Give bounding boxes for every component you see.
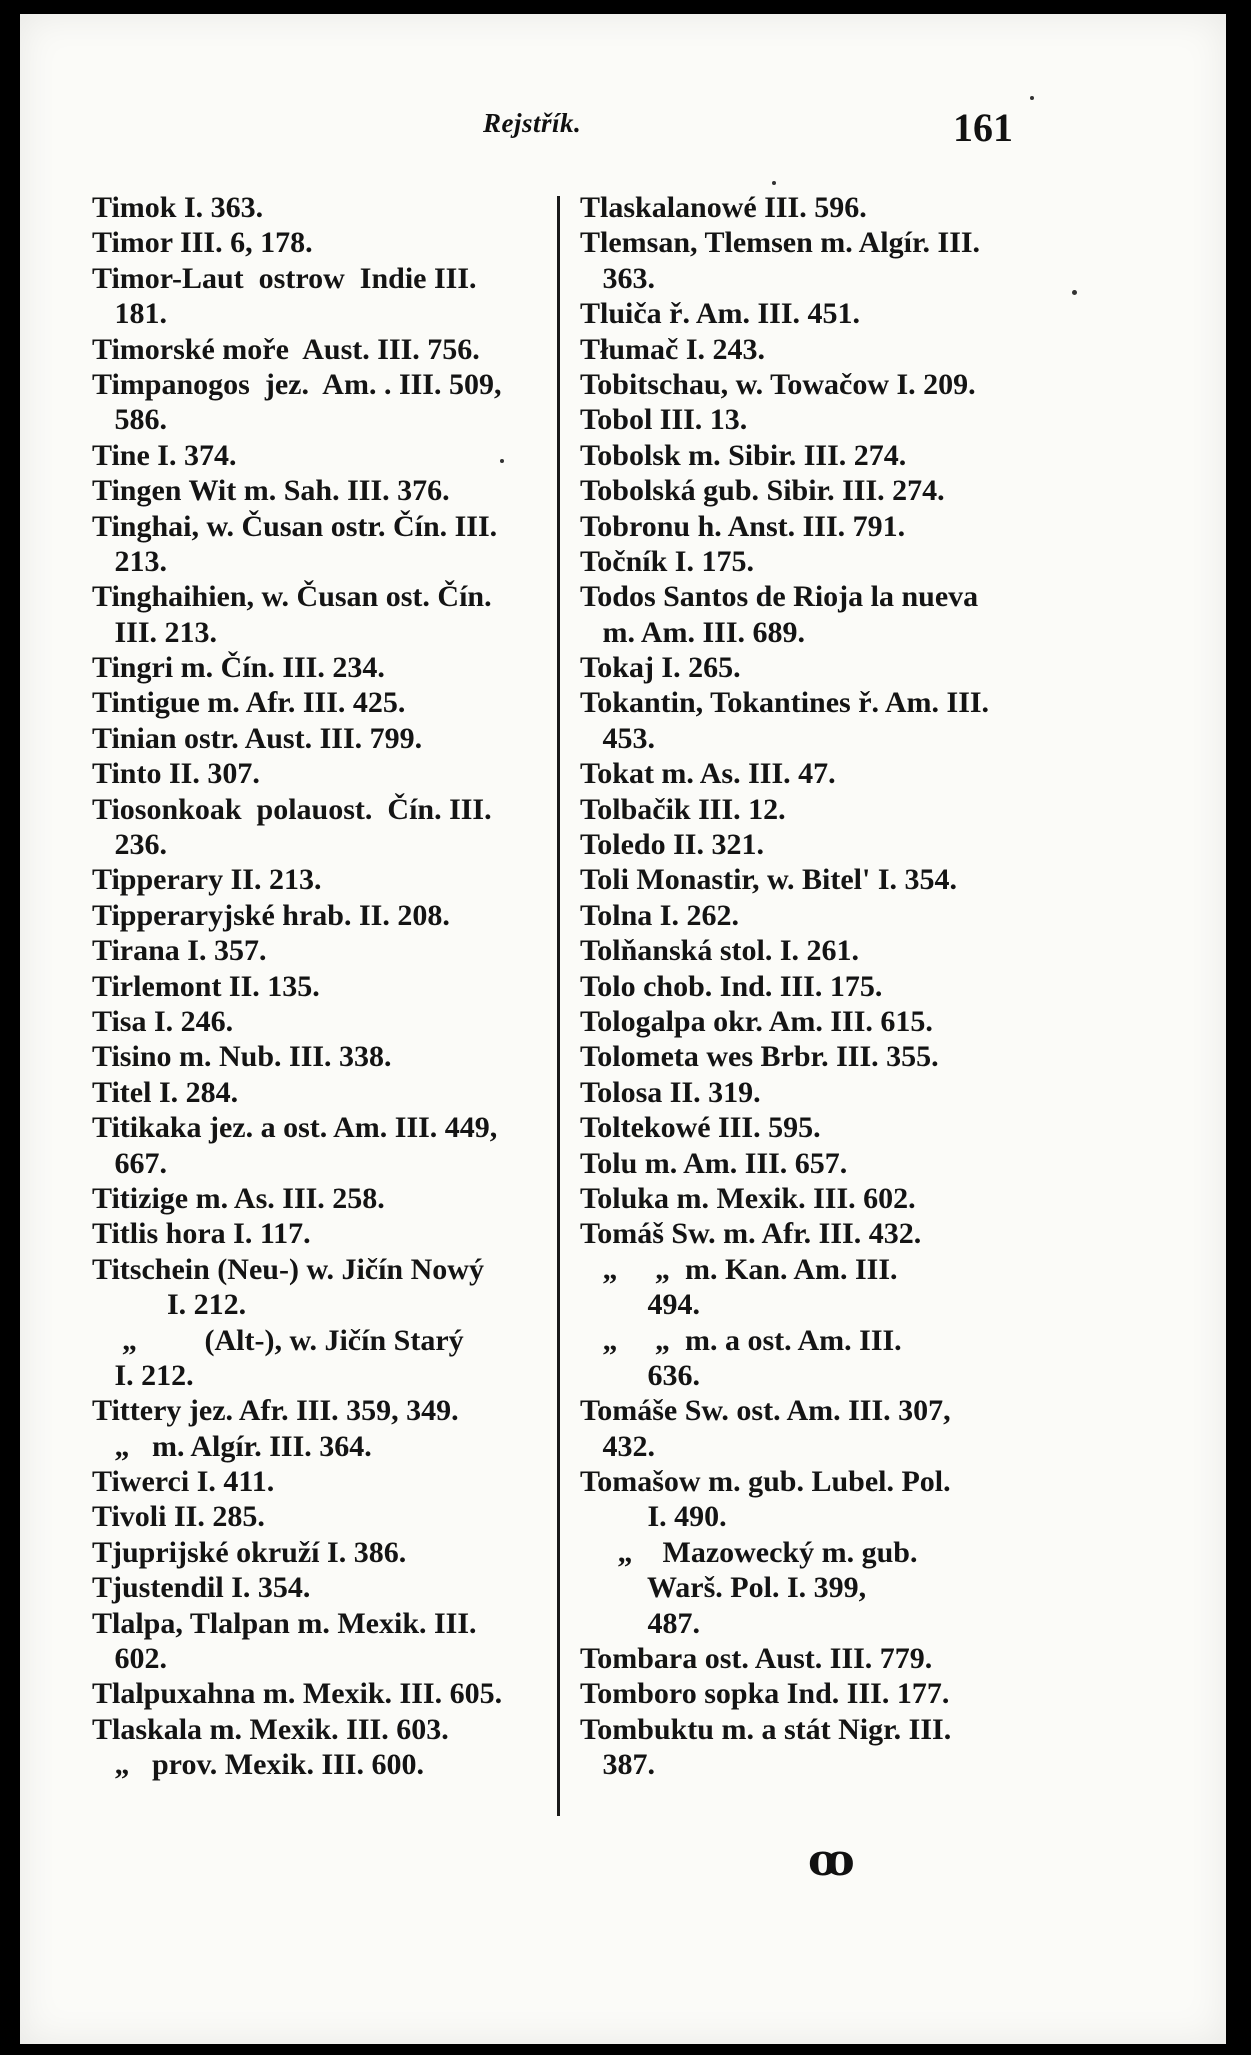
- index-entry: Toledo II. 321.: [580, 828, 764, 862]
- index-entry: Tlemsan, Tlemsen m. Algír. III.: [580, 226, 981, 260]
- index-entry: Tologalpa okr. Am. III. 615.: [580, 1004, 933, 1038]
- index-entry: Tobitschau, w. Towačow I. 209.: [580, 367, 976, 401]
- index-entry: „ (Alt-), w. Jičín Starý: [92, 1323, 464, 1357]
- index-entry: Tine I. 374.: [92, 438, 237, 472]
- index-entry: Tlaskala m. Mexik. III. 603.: [92, 1712, 449, 1746]
- index-entry: Tingen Wit m. Sah. III. 376.: [92, 474, 450, 508]
- index-entry: Tolňanská stol. I. 261.: [580, 934, 859, 968]
- index-entry: Točník I. 175.: [580, 544, 754, 578]
- index-entry: „ „ m. a ost. Am. III.: [580, 1323, 902, 1357]
- index-entry: Tokantin, Tokantines ř. Am. III.: [580, 686, 990, 720]
- index-entry: Titlis hora I. 117.: [92, 1217, 311, 1251]
- index-entry: 363.: [580, 261, 655, 295]
- index-entry: Tolbačik III. 12.: [580, 792, 786, 826]
- index-entry: Tinto II. 307.: [92, 757, 260, 791]
- index-entry: Tirlemont II. 135.: [92, 969, 320, 1003]
- index-entry: Tintigue m. Afr. III. 425.: [92, 686, 406, 720]
- index-entry: Tłumač I. 243.: [580, 332, 766, 366]
- index-entry: 602.: [92, 1642, 167, 1676]
- index-entry: „ Mazowecký m. gub.: [580, 1535, 918, 1569]
- index-entry: III. 213.: [92, 615, 218, 649]
- running-header-title: Rejstřík.: [483, 108, 582, 138]
- index-entry: Tinghaihien, w. Čusan ost. Čín.: [92, 580, 492, 614]
- index-entry: Timorské moře Aust. III. 756.: [92, 332, 480, 366]
- index-entry: Tisa I. 246.: [92, 1004, 234, 1038]
- index-entry: Toli Monastir, w. Bitel' I. 354.: [580, 863, 957, 897]
- index-entry: Toltekowé III. 595.: [580, 1111, 821, 1145]
- index-entry: Warš. Pol. I. 399,: [580, 1571, 867, 1605]
- index-column-right: [580, 190, 1035, 1783]
- index-entry: 453.: [580, 721, 655, 755]
- index-entry: Timpanogos jez. Am. . III. 509,: [92, 367, 502, 401]
- index-entry: Tolometa wes Brbr. III. 355.: [580, 1040, 939, 1074]
- column-divider: [557, 196, 560, 1816]
- index-entry: 487.: [580, 1606, 700, 1640]
- index-entry: 494.: [580, 1288, 700, 1322]
- index-entry: Tokat m. As. III. 47.: [580, 757, 836, 791]
- index-entry: Tiosonkoak polauost. Čín. III.: [92, 792, 492, 826]
- index-entry: Tirana I. 357.: [92, 934, 267, 968]
- index-entry: Tobol III. 13.: [580, 403, 748, 437]
- index-entry: 667.: [92, 1146, 167, 1180]
- index-entry: Titikaka jez. a ost. Am. III. 449,: [92, 1111, 498, 1145]
- index-entry: Timok I. 363.: [92, 191, 264, 224]
- index-entry: Tinghai, w. Čusan ostr. Čín. III.: [92, 509, 498, 543]
- index-entry: Tivoli II. 285.: [92, 1500, 265, 1534]
- page-number: 161: [953, 105, 1013, 150]
- index-entry: Tombara ost. Aust. III. 779.: [580, 1642, 933, 1676]
- index-entry: Titizige m. As. III. 258.: [92, 1181, 385, 1215]
- index-entry: Tokaj I. 265.: [580, 651, 741, 685]
- index-entry: Tlalpuxahna m. Mexik. III. 605.: [92, 1677, 503, 1711]
- index-entry: Tomboro sopka Ind. III. 177.: [580, 1677, 950, 1711]
- index-entry: Tiwerci I. 411.: [92, 1465, 275, 1499]
- index-entry: I. 490.: [580, 1500, 727, 1534]
- index-entry: „ prov. Mexik. III. 600.: [92, 1748, 424, 1782]
- index-entry: 181.: [92, 297, 167, 331]
- index-entry: 387.: [580, 1748, 655, 1782]
- index-entry: 586.: [92, 403, 167, 437]
- index-entry: Titel I. 284.: [92, 1075, 239, 1109]
- index-entry: „ „ m. Kan. Am. III.: [580, 1252, 898, 1286]
- index-entry: Tobolská gub. Sibir. III. 274.: [580, 474, 945, 508]
- index-entry: Todos Santos de Rioja la nueva: [580, 580, 979, 614]
- index-entry: Tomašow m. gub. Lubel. Pol.: [580, 1465, 951, 1499]
- index-entry: Tomáše Sw. ost. Am. III. 307,: [580, 1394, 951, 1428]
- index-entry: I. 212.: [92, 1358, 194, 1392]
- end-ornament: ꝏ: [808, 1836, 855, 1885]
- index-entry: Tobronu h. Anst. III. 791.: [580, 509, 906, 543]
- index-entry: Tolna I. 262.: [580, 898, 739, 932]
- index-entry: Tingri m. Čín. III. 234.: [92, 651, 385, 685]
- index-entry: Timor-Laut ostrow Indie III.: [92, 261, 477, 295]
- index-entry: Tolo chob. Ind. III. 175.: [580, 969, 883, 1003]
- index-entry: Tipperary II. 213.: [92, 863, 322, 897]
- index-entry: Tluiča ř. Am. III. 451.: [580, 297, 861, 331]
- index-entry: Tomáš Sw. m. Afr. III. 432.: [580, 1217, 922, 1251]
- index-entry: Timor III. 6, 178.: [92, 226, 313, 260]
- index-entry: Tipperaryjské hrab. II. 208.: [92, 898, 450, 932]
- index-entry: 432.: [580, 1429, 655, 1463]
- index-entry: Toluka m. Mexik. III. 602.: [580, 1181, 916, 1215]
- index-entry: Tlaskalanowé III. 596.: [580, 191, 867, 224]
- index-entry: 213.: [92, 544, 167, 578]
- index-entry: Tlalpa, Tlalpan m. Mexik. III.: [92, 1606, 477, 1640]
- index-entry: Titschein (Neu-) w. Jičín Nowý: [92, 1252, 484, 1286]
- index-entry: 236.: [92, 828, 167, 862]
- index-entry: Tobolsk m. Sibir. III. 274.: [580, 438, 907, 472]
- index-entry: Tjustendil I. 354.: [92, 1571, 311, 1605]
- index-entry: 636.: [580, 1358, 700, 1392]
- index-entry: Tolosa II. 319.: [580, 1075, 761, 1109]
- index-entry: Tjuprijské okruží I. 386.: [92, 1535, 407, 1569]
- index-entry: Tisino m. Nub. III. 338.: [92, 1040, 392, 1074]
- index-entry: Tolu m. Am. III. 657.: [580, 1146, 848, 1180]
- index-entry: Tombuktu m. a stát Nigr. III.: [580, 1712, 952, 1746]
- index-entry: m. Am. III. 689.: [580, 615, 806, 649]
- index-column-left: [92, 190, 552, 1783]
- index-entry: I. 212.: [92, 1288, 247, 1322]
- index-entry: Tittery jez. Afr. III. 359, 349.: [92, 1394, 459, 1428]
- index-entry: Tinian ostr. Aust. III. 799.: [92, 721, 423, 755]
- index-entry: „ m. Algír. III. 364.: [92, 1429, 372, 1463]
